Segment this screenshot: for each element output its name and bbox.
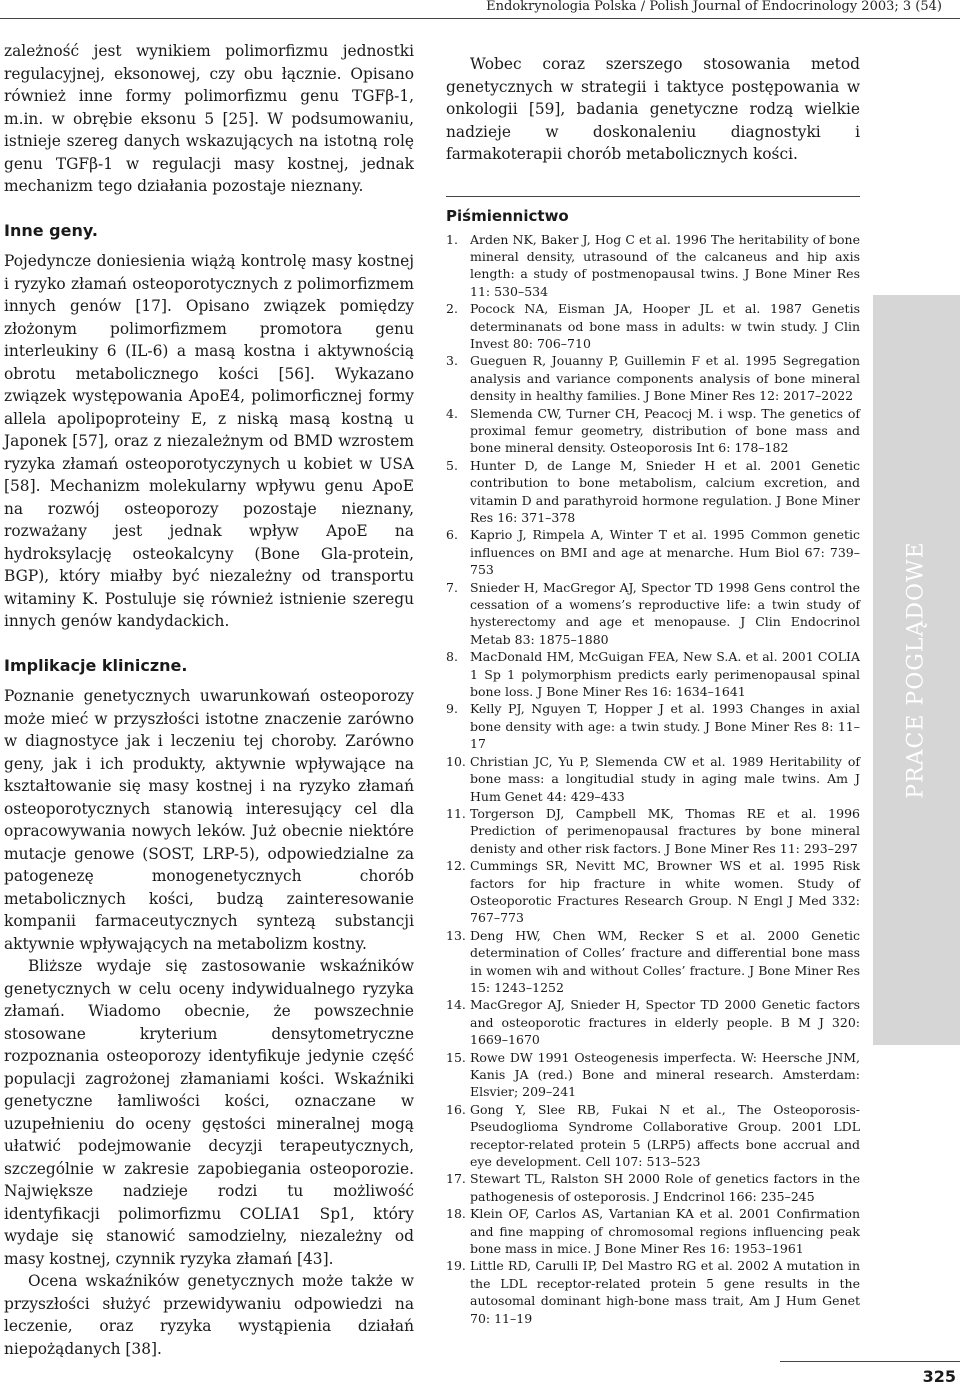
reference-item: [446, 1205, 860, 1257]
header-rule: [0, 18, 960, 19]
reference-item: [446, 1257, 860, 1327]
right-column: [446, 53, 860, 1327]
section-side-tab: [873, 295, 960, 1045]
section-heading-other-genes: Inne geny.: [4, 220, 98, 240]
reference-number: 3.: [446, 353, 458, 369]
reference-item: [446, 753, 860, 805]
reference-item: [446, 648, 860, 700]
reference-number: 12.: [446, 858, 466, 874]
reference-number: 9.: [446, 701, 458, 717]
reference-text: Rowe DW 1991 Osteogenesis imperfecta. W: Heersche JNM, Kanis JA (red.) Bone and mineral research. Amsterdam: Elsvier; 209–241: [470, 1049, 860, 1100]
reference-text: Cummings SR, Nevitt MC, Browner WS et al. 1995 Risk factors for hip fracture in white women. Study of Osteoporotic Fractures Research Group. N Engl J Med 332: 767–773: [470, 858, 860, 926]
reference-text: Kaprio J, Rimpela A, Winter T et al. 1995 Common genetic influences on BMI and age at menarche. Hum Biol 67: 739–753: [470, 527, 860, 578]
reference-item: [446, 405, 860, 457]
reference-item: [446, 526, 860, 578]
reference-text: Kelly PJ, Nguyen T, Hopper J et al. 1993 Changes in axial bone density with age: a twin study. J Bone Miner Res 8: 11–17: [470, 701, 860, 752]
reference-text: Slemenda CW, Turner CH, Peacocj M. i wsp. The genetics of proximal femur geometry, distribution of bone mass and bone mineral density. Osteoporosis Int 6: 178–182: [470, 405, 860, 456]
reference-number: 5.: [446, 457, 458, 473]
reference-number: 15.: [446, 1049, 466, 1065]
reference-number: 18.: [446, 1206, 466, 1222]
section-side-label: PRACE POGLĄDOWE: [903, 541, 929, 799]
reference-item: [446, 805, 860, 857]
reference-item: [446, 927, 860, 997]
references-title: Piśmiennictwo: [446, 206, 569, 225]
paragraph-clinical-2: Bliższe wydaje się zastosowanie wskaźników genetycznych w celu oceny indywidualnego ryzyka złamań. Wiadomo obecnie, że powszechnie stosowane kryterium densytometryczne rozpoznania osteoporozy identyfikuje jedynie część populacji zagrożonej złamaniami kości. Wskaźniki genetyczne łamliwości kości, oznaczane w uzupełnieniu do oceny gęstości mineralnej mogą ułatwić podejmowanie decyzji terapeutycznych, szczególnie w zakresie zapobiegania osteoporozie. Największe nadzieje rodzi tu możliwość identyfikacji polimorfizmu COLIA1 Sp1, który wydaje się stanowić samodzielny, niezależny od masy kostnej, czynnik ryzyka złamań [43].: [4, 957, 414, 1268]
reference-text: Christian JC, Yu P, Slemenda CW et al. 1989 Heritability of bone mass: a longitudial study in aging male twins. Am J Hum Genet 44: 429–433: [470, 753, 860, 804]
reference-item: [446, 457, 860, 527]
reference-number: 10.: [446, 753, 466, 769]
reference-item: [446, 231, 860, 301]
reference-number: 17.: [446, 1171, 466, 1187]
reference-number: 19.: [446, 1258, 466, 1274]
reference-text: Arden NK, Baker J, Hog C et al. 1996 The heritability of bone mineral density, utrasound of the calcaneus and hip axis length: a study of postmenopausal twins. J Bone Miner Res 11: 530–534: [470, 231, 860, 299]
reference-text: MacDonald HM, McGuigan FEA, New S.A. et al. 2001 COLIA 1 Sp 1 polymorphism predicts early perimenopausal spinal bone loss. J Bone Miner Res 16: 1634–1641: [470, 649, 860, 700]
reference-number: 14.: [446, 997, 466, 1013]
reference-number: 13.: [446, 927, 466, 943]
reference-text: Snieder H, MacGregor AJ, Spector TD 1998 Gens control the cessation of a womens’s reproductive life: a twin study of hysterectomy and age et menopause. J Clin Endocrinol Metab 83: 1875–1880: [470, 579, 860, 647]
running-header: Endokrynologia Polska / Polish Journal of Endocrinology 2003; 3 (54): [486, 0, 942, 14]
references-rule: [446, 196, 860, 197]
reference-text: Torgerson DJ, Campbell MK, Thomas RE et al. 1996 Prediction of perimenopausal fractures by bone mineral denisty and other risk factors. J Bone Miner Res 11: 293–297: [470, 805, 860, 856]
reference-item: [446, 996, 860, 1048]
paragraph-tgf: zależność jest wynikiem polimorfizmu jednostki regulacyjnej, eksonowej, czy obu łącznie. Opisano również inne formy polimorfizmu genu TGFβ-1, m.in. w obrębie eksonu 5 [25]. W podsumowaniu, istnieje szereg danych wskazujących na istotną rolę genu TGFβ-1 w regulacji masy kostnej, jednak mechanizm tego działania pozostaje nieznany.: [4, 42, 414, 195]
footer-rule: [780, 1361, 960, 1362]
reference-item: [446, 1101, 860, 1171]
reference-text: Gueguen R, Jouanny P, Guillemin F et al. 1995 Segregation analysis and variance components analysis of bone mineral density in healthy families. J Bone Miner Res 12: 2017–2022: [470, 353, 860, 404]
reference-item: [446, 700, 860, 752]
reference-text: Hunter D, de Lange M, Snieder H et al. 2001 Genetic contribution to bone metabolism, calcium excretion, and vitamin D and parathyroid hormone regulation. J Bone Miner Res 16: 371–378: [470, 457, 860, 525]
reference-number: 7.: [446, 579, 458, 595]
left-column: [4, 40, 414, 1360]
reference-item: [446, 1049, 860, 1101]
reference-item: [446, 300, 860, 352]
reference-item: [446, 352, 860, 404]
reference-number: 8.: [446, 649, 458, 665]
page-number: 325: [922, 1367, 956, 1386]
section-heading-clinical: Implikacje kliniczne.: [4, 655, 188, 675]
reference-number: 1.: [446, 231, 458, 247]
reference-number: 6.: [446, 527, 458, 543]
paragraph-other-genes: Pojedyncze doniesienia wiążą kontrolę masy kostnej i ryzyko złamań osteoporotycznych z polimorfizmem innych genów [17]. Opisano związek pomiędzy złożonym polimorfizmem promotora genu interleukiny 6 (IL-6) a masą kostna i aktywnością obrotu metabolicznego kości [56]. Wykazano związek występowania ApoE4, polimorficznej formy allela apolipoproteiny E, z niską masą kostną u Japonek [57], oraz z niezależnym od BMD wzrostem ryzyka złamań osteoporotyczynych u kobiet w USA [58]. Mechanizm molekularny wpływu genu ApoE na rozwój osteoporozy pozostaje nieznany, rozważany jest jednak wpływ ApoE na hydroksylację osteokalcyny (Bone Gla-protein, BGP), który miałby być niezależny od transportu witaminy K. Postuluje się również istnienie szeregu innych genów kandydackich.: [4, 252, 414, 630]
reference-text: Little RD, Carulli IP, Del Mastro RG et al. 2002 A mutation in the LDL receptor-related protein 5 gene results in the autosomal dominant high-bone mass trait, Am J Hum Genet 70: 11–19: [470, 1258, 860, 1326]
paragraph-oncology: Wobec coraz szerszego stosowania metod genetycznych w strategii i taktyce postępowania w onkologii [59], badania genetyczne rodzą wielkie nadzieje w doskonaleniu diagnostyki i farmakoterapii chorób metabolicznych kości.: [446, 55, 860, 163]
paragraph-clinical-1: Poznanie genetycznych uwarunkowań osteoporozy może mieć w przyszłości istotne znaczenie zarówno w diagnostyce jak i leczeniu tej choroby. Zarówno geny, jak i ich produkty, aktywnie wpływające na kształtowanie się masy kostnej i na ryzyko złamań osteoporotycznych stanowią interesujący cel dla opracowywania nowych leków. Już obecnie niektóre mutacje genowe (SOST, LRP-5), odpowiedzialne za patogenezę monogenetycznych chorób metabolicznych kości, budzą zainteresowanie kompanii farmaceutycznych syntezą substancji aktywnie wpływających na metabolizm kostny.: [4, 687, 414, 953]
references-list: [446, 231, 860, 1328]
reference-text: MacGregor AJ, Snieder H, Spector TD 2000 Genetic factors and osteoporotic fractures in elderly people. B M J 320: 1669–1670: [470, 997, 860, 1048]
reference-text: Klein OF, Carlos AS, Vartanian KA et al. 2001 Confirmation and fine mapping of chromosomal regions influencing peak bone mass in mice. J Bone Miner Res 16: 1953–1961: [470, 1206, 860, 1257]
reference-item: [446, 1170, 860, 1205]
reference-text: Deng HW, Chen WM, Recker S et al. 2000 Genetic determination of Colles’ fracture and differential bone mass in women wih and without Colles’ fracture. J Bone Miner Res 15: 1243–1252: [470, 927, 860, 995]
reference-number: 4.: [446, 405, 458, 421]
reference-text: Pocock NA, Eisman JA, Hooper JL et al. 1987 Genetis determinanats od bone mass in adults: w twin study. J Clin Invest 80: 706–710: [470, 301, 860, 351]
reference-item: [446, 857, 860, 927]
paragraph-clinical-3: Ocena wskaźników genetycznych może także w przyszłości służyć przewidywaniu odpowiedzi na leczenie, oraz ryzyka wystąpienia działań niepożądanych [38].: [4, 1272, 414, 1358]
reference-item: [446, 579, 860, 649]
reference-text: Stewart TL, Ralston SH 2000 Role of genetics factors in the pathogenesis of osteporosis. J Endcrinol 166: 235–245: [470, 1171, 860, 1204]
reference-number: 16.: [446, 1101, 466, 1117]
reference-number: 2.: [446, 301, 458, 317]
reference-text: Gong Y, Slee RB, Fukai N et al., The Osteoporosis-Pseudoglioma Syndrome Collaborative Group. 2001 LDL receptor-related protein 5 (LRP5) affects bone accrual and eye development. Cell 107: 513–523: [470, 1101, 860, 1170]
reference-number: 11.: [446, 805, 466, 821]
